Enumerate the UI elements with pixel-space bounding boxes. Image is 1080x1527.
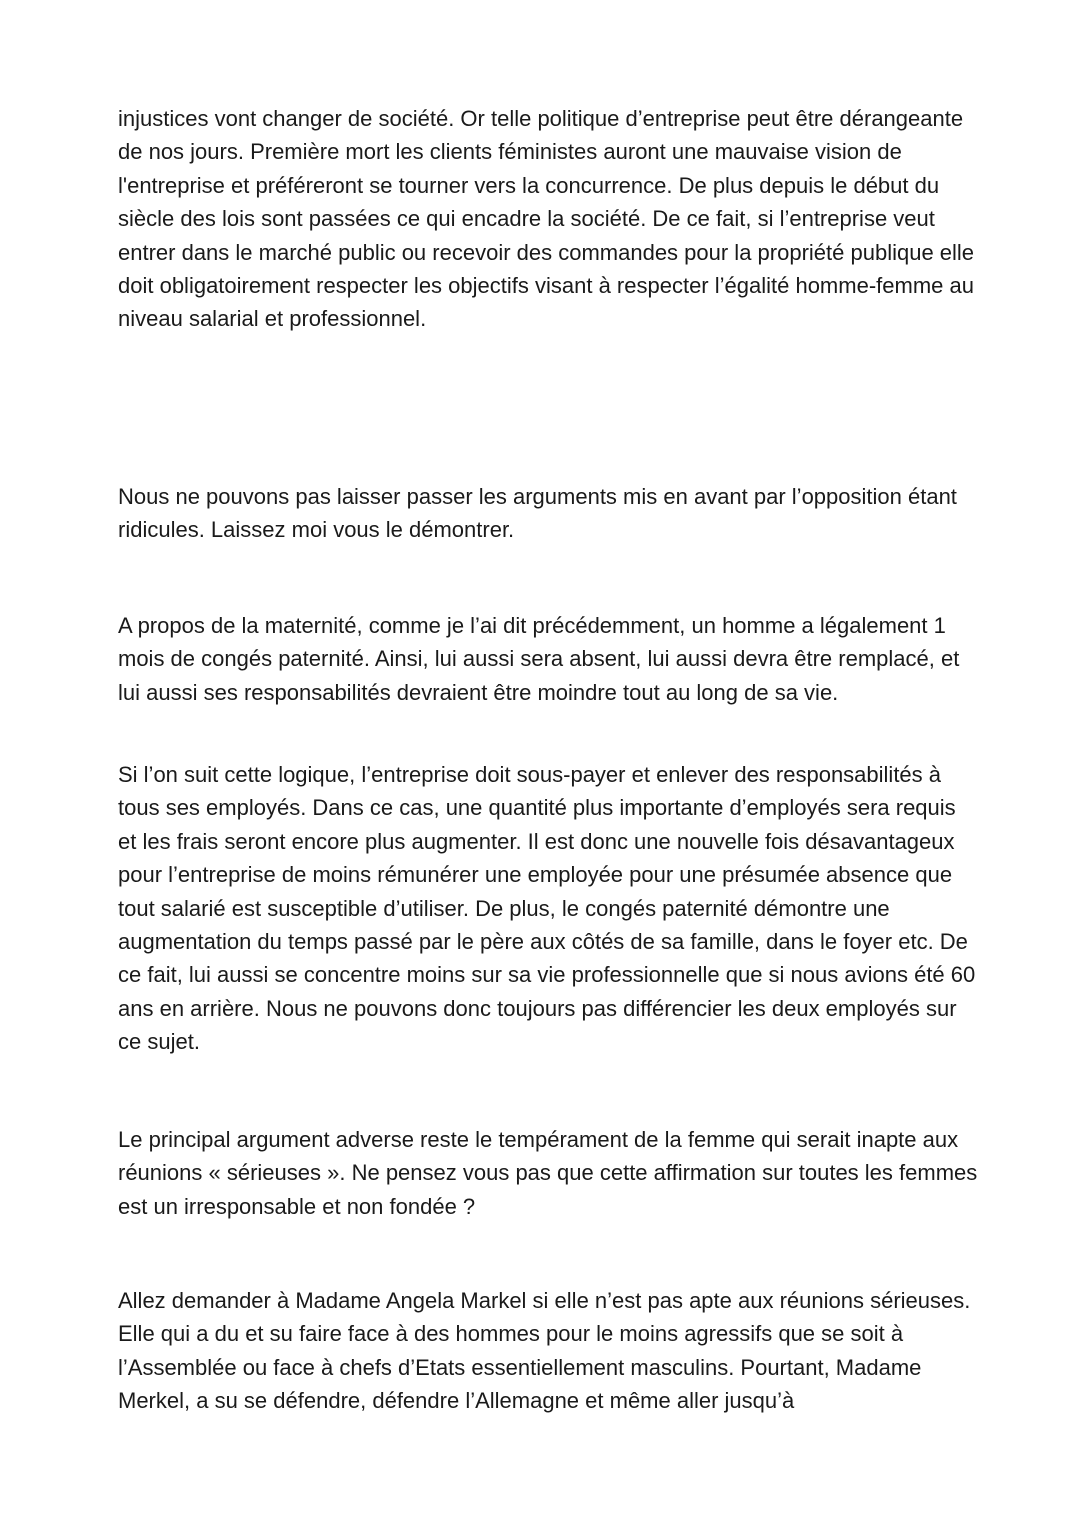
paragraph: A propos de la maternité, comme je l’ai dit précédemment, un homme a légalement 1 mois de congés paternité. Ainsi, lui aussi sera absent, lui aussi devra être remplacé, et lui aussi ses responsabilités devraient être moindre tout au long de sa vie. [118,613,960,705]
paragraph: Le principal argument adverse reste le tempérament de la femme qui serait inapte aux réunions « sérieuses ». Ne pensez vous pas que cette affirmation sur toutes les femmes est un irresponsable et non fondée ? [118,1127,978,1219]
paragraph: Nous ne pouvons pas laisser passer les arguments mis en avant par l’opposition étant ridicules. Laissez moi vous le démontrer. [118,484,957,543]
paragraph: Si l’on suit cette logique, l’entreprise doit sous-payer et enlever des responsabilités à tous ses employés. Dans ce cas, une quantité plus importante d’employés sera requis et les frais seront encore plus augmenter. Il est donc une nouvelle fois désavantageux pour l’entreprise de moins rémunérer une employée pour une présumée absence que tout salarié est susceptible d’utiliser. De plus, le congés paternité démontre une augmentation du temps passé par le père aux côtés de sa famille, dans le foyer etc. De ce fait, lui aussi se concentre moins sur sa vie professionnelle que si nous avions été 60 ans en arrière. Nous ne pouvons donc toujours pas différencier les deux employés sur ce sujet. [118,762,976,1055]
paragraph: Allez demander à Madame Angela Markel si elle n’est pas apte aux réunions sérieuses. Elle qui a du et su faire face à des hommes pour le moins agressifs que se soit à l’Assemblée ou face à chefs d’Etats essentiellement masculins. Pourtant, Madame Merkel, a su se défendre, défendre l’Allemagne et même aller jusqu’à [118,1288,971,1414]
paragraph: injustices vont changer de société. Or telle politique d’entreprise peut être dérangeante de nos jours. Première mort les clients féministes auront une mauvaise vision de l'entreprise et préféreront se tourner vers la concurrence. De plus depuis le début du siècle des lois sont passées ce qui encadre la société. De ce fait, si l’entreprise veut entrer dans le marché public ou recevoir des commandes pour la propriété publique elle doit obligatoirement respecter les objectifs visant à respecter l’égalité homme-femme au niveau salarial et professionnel. [118,106,975,332]
